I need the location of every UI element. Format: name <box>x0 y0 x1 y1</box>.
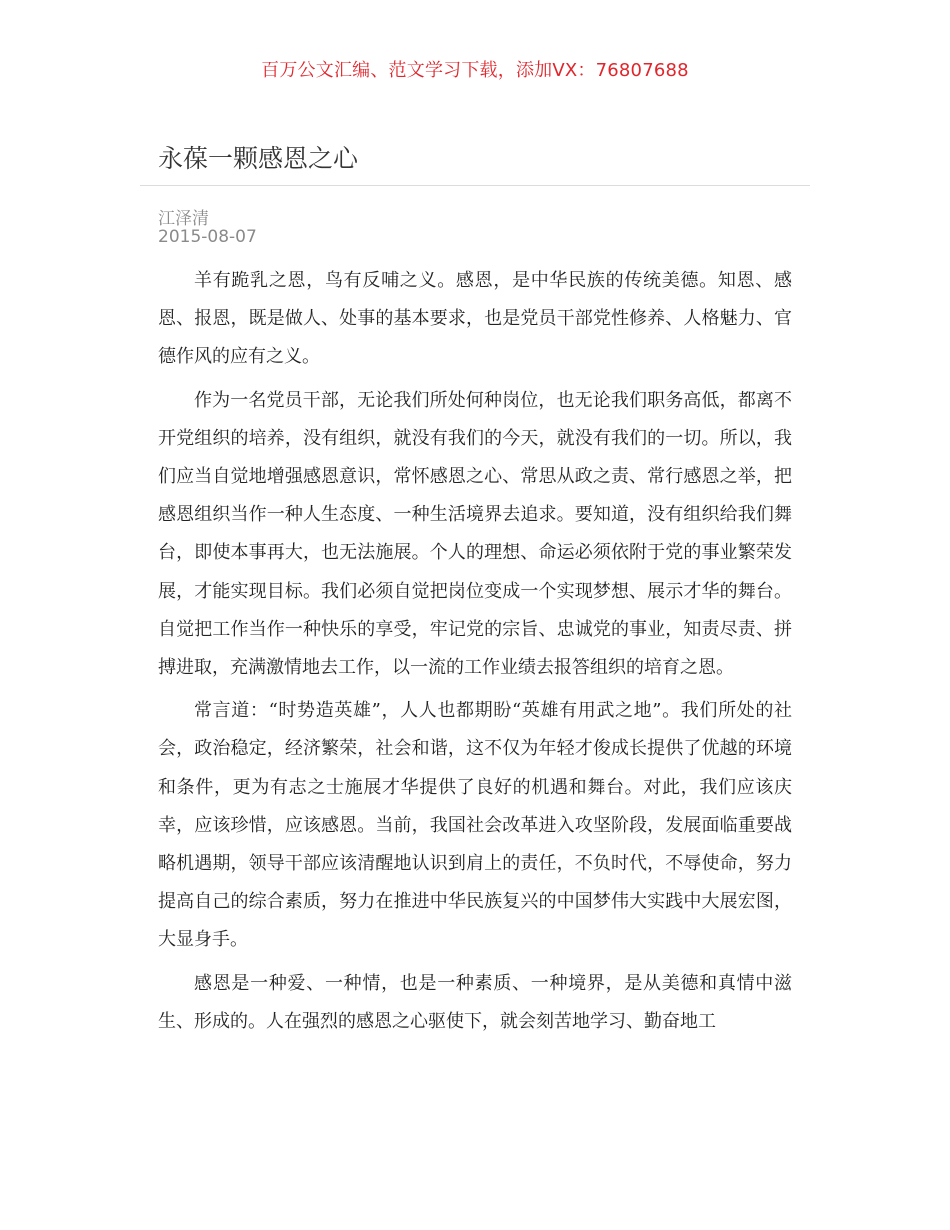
paragraph: 感恩是一种爱、一种情，也是一种素质、一种境界，是从美德和真情中滋生、形成的。人在强烈的感恩之心驱使下，就会刻苦地学习、勤奋地工 <box>158 972 792 1032</box>
article-date: 2015-08-07 <box>158 227 257 247</box>
promo-banner: 百万公文汇编、范文学习下载，添加VX：76807688 <box>261 60 689 81</box>
paragraph: 羊有跪乳之恩，鸟有反哺之义。感恩，是中华民族的传统美德。知恩、感恩、报恩，既是做人、处事的基本要求，也是党员干部党性修养、人格魅力、官德作风的应有之义。 <box>158 270 792 368</box>
paragraph: 常言道：“时势造英雄”，人人也都期盼“英雄有用武之地”。我们所处的社会，政治稳定，经济繁荣，社会和谐，这不仅为年轻才俊成长提供了优越的环境和条件，更为有志之士施展才华提供了良好的机遇和舞台。对此，我们应该庆幸，应该珍惜，应该感恩。当前，我国社会改革进入攻坚阶段，发展面临重要战略机遇期，领导干部应该清醒地认识到肩上的责任，不负时代，不辱使命，努力提高自己的综合素质，努力在推进中华民族复兴的中国梦伟大实践中大展宏图，大显身手。 <box>158 700 792 951</box>
article-body <box>158 262 792 1046</box>
article-author: 江泽清 <box>158 209 209 229</box>
paragraph: 作为一名党员干部，无论我们所处何种岗位，也无论我们职务高低，都离不开党组织的培养，没有组织，就没有我们的今天，就没有我们的一切。所以，我们应当自觉地增强感恩意识，常怀感恩之心、常思从政之责、常行感恩之举，把感恩组织当作一种人生态度、一种生活境界去追求。要知道，没有组织给我们舞台，即使本事再大，也无法施展。个人的理想、命运必须依附于党的事业繁荣发展，才能实现目标。我们必须自觉把岗位变成一个实现梦想、展示才华的舞台。自觉把工作当作一种快乐的享受，牢记党的宗旨、忠诚党的事业，知责尽责、拼搏进取，充满激情地去工作，以一流的工作业绩去报答组织的培育之恩。 <box>158 389 792 679</box>
title-divider <box>140 185 810 186</box>
article-title: 永葆一颗感恩之心 <box>158 144 359 173</box>
